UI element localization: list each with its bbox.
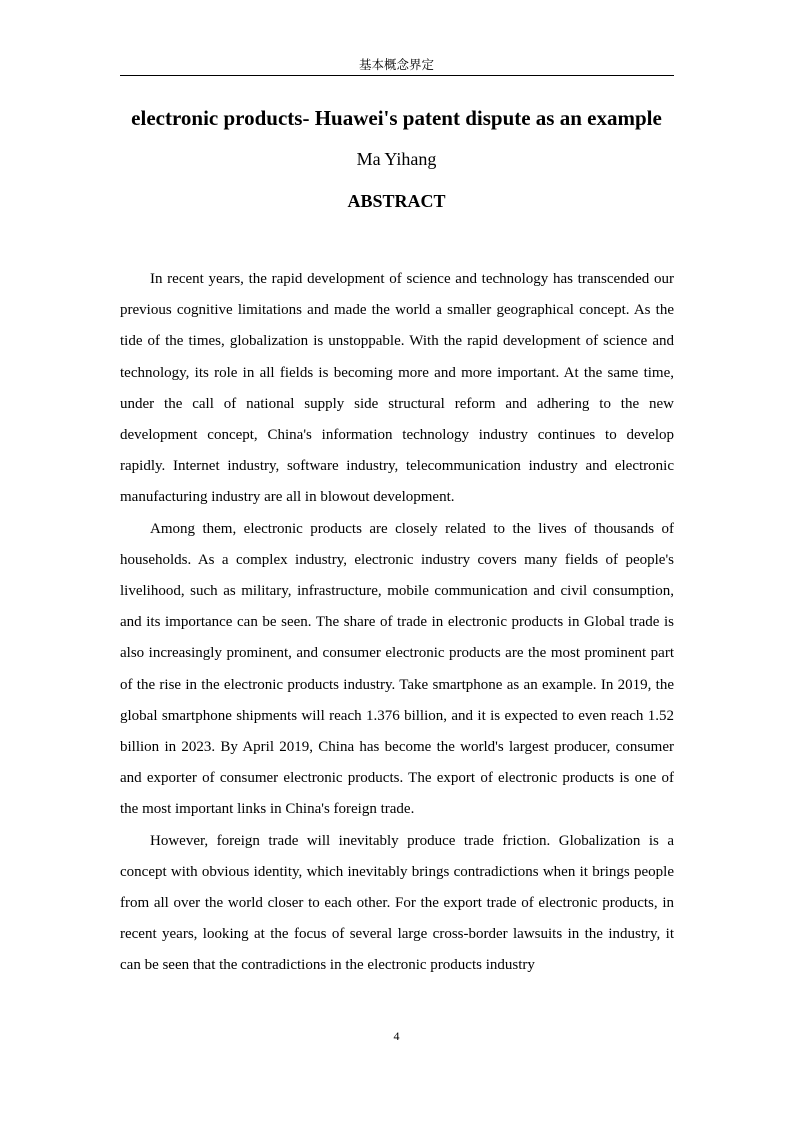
abstract-paragraph-1: In recent years, the rapid development of science and technology has transcended our previous cognitive limitations and made the world a smaller geographical concept. As the tide of the times, globalization is unstoppable. With the rapid development of science and technology, its role in all fields is becoming more and more important. At the same time, under the call of national supply side structural reform and adhering to the new development concept, China's information technology industry continues to develop rapidly. Internet industry, software industry, telecommunication industry and electronic manufacturing industry are all in blowout development. bbox=[120, 271, 674, 506]
author-name: Ma Yihang bbox=[356, 149, 437, 169]
document-title: electronic products- Huawei's patent dispute as an example bbox=[131, 106, 662, 130]
abstract-heading: ABSTRACT bbox=[347, 191, 446, 211]
header-divider bbox=[120, 75, 674, 76]
page-number: 4 bbox=[393, 1029, 400, 1043]
running-header: 基本概念界定 bbox=[358, 57, 434, 72]
abstract-body bbox=[120, 264, 674, 982]
abstract-paragraph-3: However, foreign trade will inevitably produce trade friction. Globalization is a concept with obvious identity, which inevitably brings contradictions when it brings people from all over the world closer to each other. For the export trade of electronic products, in recent years, looking at the focus of several large cross-border lawsuits in the industry, it can be seen that the contradictions in the electronic products industry bbox=[120, 832, 674, 974]
abstract-paragraph-2: Among them, electronic products are closely related to the lives of thousands of households. As a complex industry, electronic industry covers many fields of people's livelihood, such as military, infrastructure, mobile communication and civil consumption, and its importance can be seen. The share of trade in electronic products in Global trade is also increasingly prominent, and consumer electronic products are the most prominent part of the rise in the electronic products industry. Take smartphone as an example. In 2019, the global smartphone shipments will reach 1.376 billion, and it is expected to even reach 1.52 billion in 2023. By April 2019, China has become the world's largest producer, consumer and exporter of consumer electronic products. The export of electronic products is one of the most important links in China's foreign trade. bbox=[120, 520, 674, 818]
